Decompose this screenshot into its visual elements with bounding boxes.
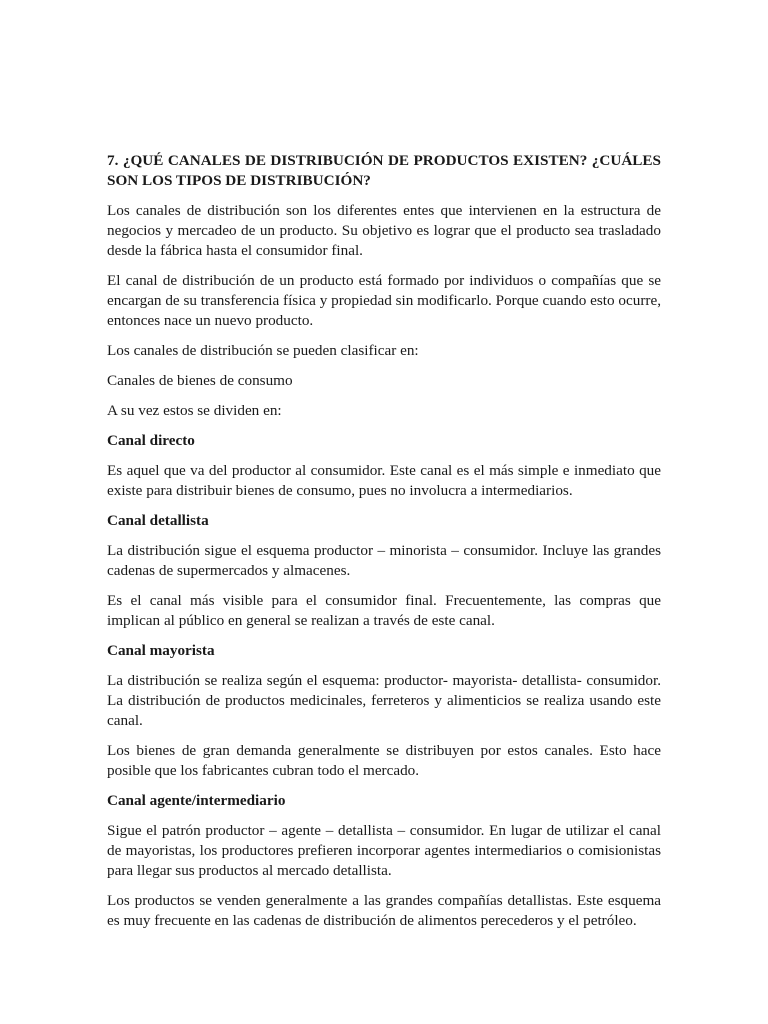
document-page xyxy=(107,151,661,941)
divided-paragraph: A su vez estos se dividen en: xyxy=(107,402,282,419)
intro-paragraph-1: Los canales de distribución son los diferentes entes que intervienen en la estructura de negocios y mercadeo de un producto. Su objetivo es lograr que el producto sea trasladado desde la fábrica hasta el consumidor final. xyxy=(107,202,661,259)
section-heading-canal-directo: Canal directo xyxy=(107,432,195,449)
section-paragraph: Es el canal más visible para el consumidor final. Frecuentemente, las compras que implican al público en general se realizan a través de este canal. xyxy=(107,592,661,629)
section-paragraph: Los productos se venden generalmente a las grandes compañías detallistas. Este esquema es muy frecuente en las cadenas de distribución de alimentos perecederos y el petróleo. xyxy=(107,892,661,929)
section-heading-canal-mayorista: Canal mayorista xyxy=(107,642,215,659)
classify-paragraph: Los canales de distribución se pueden clasificar en: xyxy=(107,342,419,359)
page-title: 7. ¿QUÉ CANALES DE DISTRIBUCIÓN DE PRODUCTOS EXISTEN? ¿CUÁLES SON LOS TIPOS DE DISTRIBUCIÓN? xyxy=(107,152,661,189)
section-heading-canal-agente: Canal agente/intermediario xyxy=(107,792,286,809)
section-paragraph: La distribución sigue el esquema productor – minorista – consumidor. Incluye las grandes cadenas de supermercados y almacenes. xyxy=(107,542,661,579)
consumer-goods-paragraph: Canales de bienes de consumo xyxy=(107,372,293,389)
section-paragraph: Los bienes de gran demanda generalmente se distribuyen por estos canales. Esto hace posible que los fabricantes cubran todo el mercado. xyxy=(107,742,661,779)
section-paragraph: Es aquel que va del productor al consumidor. Este canal es el más simple e inmediato que existe para distribuir bienes de consumo, pues no involucra a intermediarios. xyxy=(107,462,661,499)
section-paragraph: Sigue el patrón productor – agente – detallista – consumidor. En lugar de utilizar el canal de mayoristas, los productores prefieren incorporar agentes intermediarios o comisionistas para llegar sus productos al mercado detallista. xyxy=(107,822,661,879)
intro-paragraph-2: El canal de distribución de un producto está formado por individuos o compañías que se encargan de su transferencia física y propiedad sin modificarlo. Porque cuando esto ocurre, entonces nace un nuevo producto. xyxy=(107,272,661,329)
section-heading-canal-detallista: Canal detallista xyxy=(107,512,209,529)
section-paragraph: La distribución se realiza según el esquema: productor- mayorista- detallista- consumidor. La distribución de productos medicinales, ferreteros y alimenticios se realiza usando este canal. xyxy=(107,672,661,729)
